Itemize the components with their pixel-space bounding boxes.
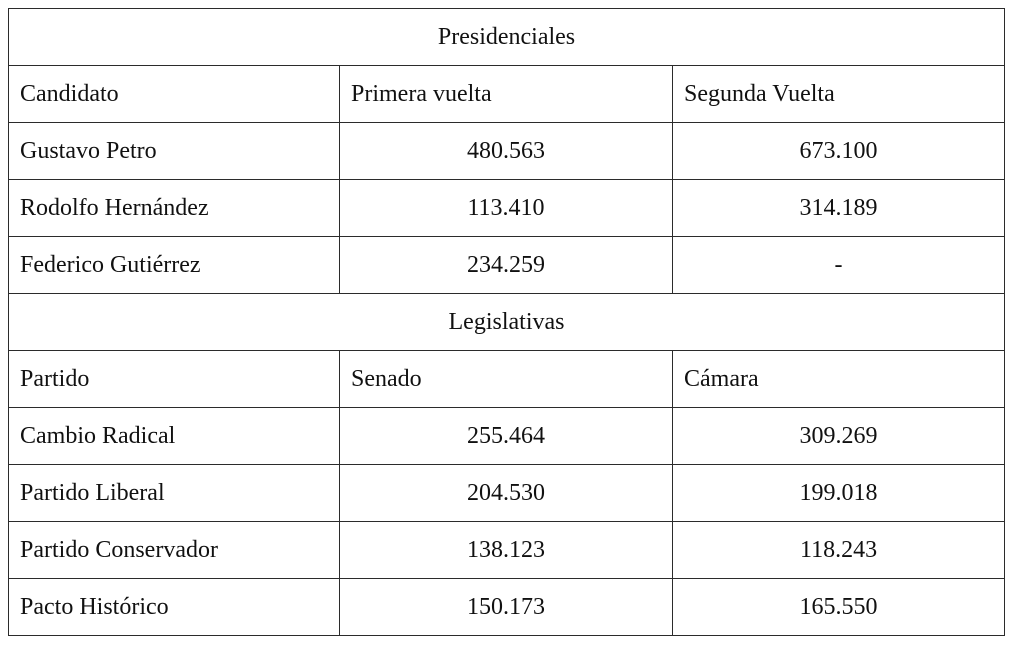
first-round-votes: 480.563 bbox=[340, 123, 673, 180]
table-row bbox=[9, 465, 1005, 522]
second-round-votes: - bbox=[673, 237, 1005, 294]
table-row bbox=[9, 123, 1005, 180]
table-row bbox=[9, 408, 1005, 465]
senate-votes: 138.123 bbox=[340, 522, 673, 579]
column-header-chamber: Cámara bbox=[673, 351, 1005, 408]
column-header-senate: Senado bbox=[340, 351, 673, 408]
party-name: Pacto Histórico bbox=[9, 579, 340, 636]
header-row-legislative bbox=[9, 351, 1005, 408]
candidate-name: Rodolfo Hernández bbox=[9, 180, 340, 237]
section-title-legislative: Legislativas bbox=[9, 294, 1005, 351]
section-row-legislative bbox=[9, 294, 1005, 351]
section-title-presidential: Presidenciales bbox=[9, 9, 1005, 66]
party-name: Partido Liberal bbox=[9, 465, 340, 522]
first-round-votes: 113.410 bbox=[340, 180, 673, 237]
column-header-party: Partido bbox=[9, 351, 340, 408]
column-header-candidate: Candidato bbox=[9, 66, 340, 123]
first-round-votes: 234.259 bbox=[340, 237, 673, 294]
party-name: Cambio Radical bbox=[9, 408, 340, 465]
table-row bbox=[9, 180, 1005, 237]
section-row-presidential bbox=[9, 9, 1005, 66]
second-round-votes: 314.189 bbox=[673, 180, 1005, 237]
chamber-votes: 199.018 bbox=[673, 465, 1005, 522]
column-header-second-round: Segunda Vuelta bbox=[673, 66, 1005, 123]
party-name: Partido Conservador bbox=[9, 522, 340, 579]
chamber-votes: 309.269 bbox=[673, 408, 1005, 465]
candidate-name: Gustavo Petro bbox=[9, 123, 340, 180]
election-results-table bbox=[8, 8, 1005, 636]
chamber-votes: 165.550 bbox=[673, 579, 1005, 636]
senate-votes: 204.530 bbox=[340, 465, 673, 522]
senate-votes: 255.464 bbox=[340, 408, 673, 465]
second-round-votes: 673.100 bbox=[673, 123, 1005, 180]
candidate-name: Federico Gutiérrez bbox=[9, 237, 340, 294]
header-row-presidential bbox=[9, 66, 1005, 123]
chamber-votes: 118.243 bbox=[673, 522, 1005, 579]
table-row bbox=[9, 522, 1005, 579]
senate-votes: 150.173 bbox=[340, 579, 673, 636]
column-header-first-round: Primera vuelta bbox=[340, 66, 673, 123]
table-row bbox=[9, 237, 1005, 294]
table-row bbox=[9, 579, 1005, 636]
